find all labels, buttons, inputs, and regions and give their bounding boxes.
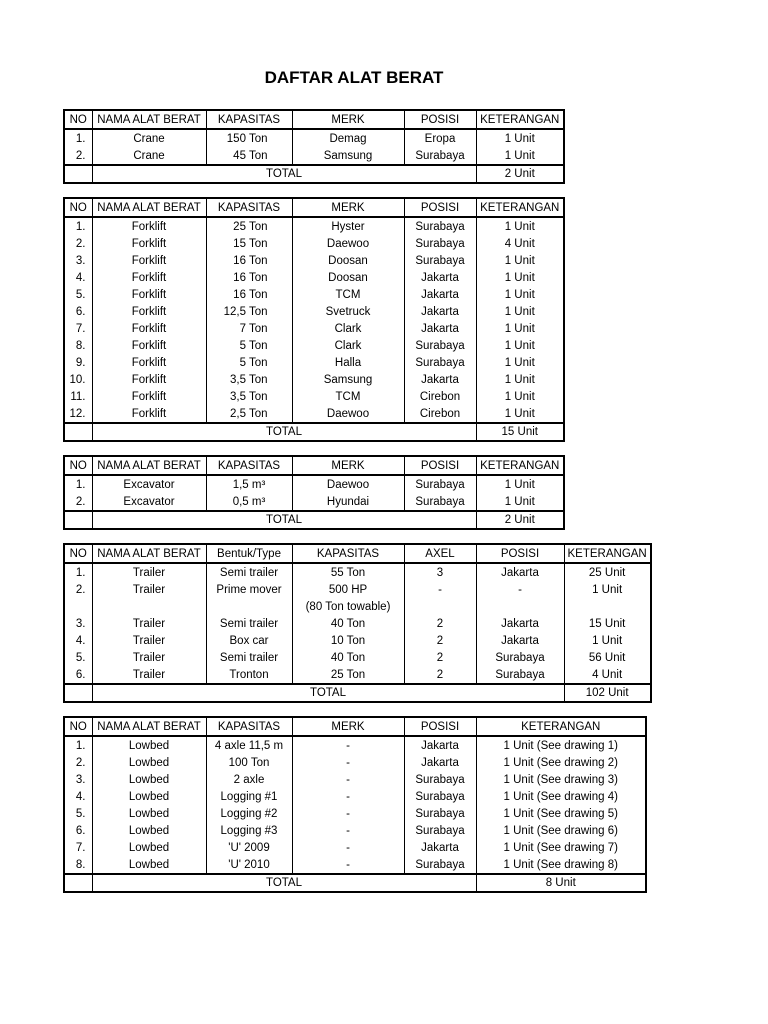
table-cell: 15 Unit: [564, 615, 651, 632]
table-cell: Trailer: [92, 649, 206, 666]
table-row: [64, 581, 651, 598]
table-row: [64, 388, 564, 405]
table-cell: Jakarta: [476, 632, 564, 649]
table-cell: -: [404, 581, 476, 598]
table-cell: [564, 598, 651, 615]
table-cell: 3.: [64, 252, 92, 269]
table-cell: Hyundai: [292, 493, 404, 511]
table-cell: 25 Unit: [564, 563, 651, 581]
table-cell: 1 Unit (See drawing 5): [476, 805, 646, 822]
table-cell: Surabaya: [476, 649, 564, 666]
table-cell: Prime mover: [206, 581, 292, 598]
table-cell: 100 Ton: [206, 754, 292, 771]
total-value: 2 Unit: [476, 165, 564, 183]
table-cell: 10.: [64, 371, 92, 388]
table-cell: 2 axle: [206, 771, 292, 788]
column-header: NAMA ALAT BERAT: [92, 110, 206, 129]
table-row: [64, 371, 564, 388]
total-empty-cell: [64, 511, 92, 529]
column-header: KAPASITAS: [292, 544, 404, 563]
trailer-table: [63, 543, 652, 703]
table-row: [64, 822, 646, 839]
column-header: POSISI: [476, 544, 564, 563]
table-cell: Excavator: [92, 493, 206, 511]
table-cell: 'U' 2010: [206, 856, 292, 874]
table-cell: Surabaya: [404, 475, 476, 493]
table-cell: 1,5 m³: [206, 475, 292, 493]
total-label: TOTAL: [92, 423, 476, 441]
table-row: [64, 856, 646, 874]
table-cell: 7.: [64, 320, 92, 337]
table-cell: 1 Unit: [476, 269, 564, 286]
column-header: NO: [64, 110, 92, 129]
table-cell: 2.: [64, 493, 92, 511]
table-cell: 56 Unit: [564, 649, 651, 666]
table-cell: 1 Unit (See drawing 3): [476, 771, 646, 788]
total-row: [64, 684, 651, 702]
table-cell: Surabaya: [404, 788, 476, 805]
table-cell: Lowbed: [92, 736, 206, 754]
table-cell: Forklift: [92, 354, 206, 371]
table-cell: 4.: [64, 269, 92, 286]
table-cell: Forklift: [92, 235, 206, 252]
table-cell: 1 Unit: [476, 475, 564, 493]
table-cell: Lowbed: [92, 771, 206, 788]
column-header: NAMA ALAT BERAT: [92, 544, 206, 563]
total-empty-cell: [64, 874, 92, 892]
table-cell: Samsung: [292, 147, 404, 165]
table-cell: -: [292, 839, 404, 856]
table-cell: 45 Ton: [206, 147, 292, 165]
table-cell: 1.: [64, 129, 92, 147]
table-cell: 5.: [64, 286, 92, 303]
total-empty-cell: [64, 684, 92, 702]
table-cell: 1 Unit: [476, 337, 564, 354]
table-cell: Forklift: [92, 217, 206, 235]
table-row: [64, 563, 651, 581]
table-cell: 4.: [64, 788, 92, 805]
table-cell: Jakarta: [404, 269, 476, 286]
table-cell: (80 Ton towable): [292, 598, 404, 615]
table-cell: Forklift: [92, 303, 206, 320]
table-cell: Trailer: [92, 615, 206, 632]
table-row: [64, 788, 646, 805]
table-cell: Cirebon: [404, 388, 476, 405]
table-cell: Surabaya: [404, 805, 476, 822]
table-cell: Jakarta: [404, 839, 476, 856]
table-cell: Surabaya: [476, 666, 564, 684]
table-cell: 55 Ton: [292, 563, 404, 581]
table-row: [64, 805, 646, 822]
excavator-table: [63, 455, 565, 530]
header-row: [64, 544, 651, 563]
table-cell: Forklift: [92, 337, 206, 354]
table-cell: Halla: [292, 354, 404, 371]
table-row: [64, 147, 564, 165]
table-cell: Jakarta: [404, 303, 476, 320]
table-cell: Lowbed: [92, 822, 206, 839]
table-cell: Cirebon: [404, 405, 476, 423]
table-cell: Jakarta: [404, 754, 476, 771]
table-cell: 15 Ton: [206, 235, 292, 252]
table-cell: 6.: [64, 303, 92, 320]
table-cell: 5.: [64, 805, 92, 822]
table-cell: 3: [404, 563, 476, 581]
table-cell: Semi trailer: [206, 615, 292, 632]
column-header: KAPASITAS: [206, 456, 292, 475]
table-cell: Jakarta: [404, 286, 476, 303]
table-cell: Demag: [292, 129, 404, 147]
table-cell: -: [292, 736, 404, 754]
table-cell: Logging #1: [206, 788, 292, 805]
table-cell: Surabaya: [404, 354, 476, 371]
table-row: [64, 235, 564, 252]
table-cell: -: [292, 822, 404, 839]
table-cell: Trailer: [92, 563, 206, 581]
table-cell: 6.: [64, 666, 92, 684]
table-cell: 16 Ton: [206, 269, 292, 286]
table-cell: Box car: [206, 632, 292, 649]
column-header: NO: [64, 456, 92, 475]
table-cell: 1.: [64, 475, 92, 493]
table-cell: Crane: [92, 129, 206, 147]
column-header: KETERANGAN: [476, 110, 564, 129]
table-row: [64, 129, 564, 147]
column-header: KETERANGAN: [564, 544, 651, 563]
table-cell: Svetruck: [292, 303, 404, 320]
table-cell: Trailer: [92, 581, 206, 598]
table-cell: 1 Unit: [564, 632, 651, 649]
header-row: [64, 198, 564, 217]
table-cell: 2: [404, 615, 476, 632]
table-cell: Surabaya: [404, 493, 476, 511]
total-value: 102 Unit: [564, 684, 651, 702]
table-cell: 16 Ton: [206, 286, 292, 303]
table-cell: [64, 598, 92, 615]
table-cell: 40 Ton: [292, 649, 404, 666]
column-header: NAMA ALAT BERAT: [92, 456, 206, 475]
table-cell: Lowbed: [92, 856, 206, 874]
table-row: [64, 736, 646, 754]
table-cell: Crane: [92, 147, 206, 165]
table-cell: 1 Unit: [476, 371, 564, 388]
table-cell: Surabaya: [404, 235, 476, 252]
table-cell: 12,5 Ton: [206, 303, 292, 320]
table-cell: -: [476, 581, 564, 598]
table-cell: Forklift: [92, 286, 206, 303]
table-cell: 150 Ton: [206, 129, 292, 147]
table-cell: 1 Unit: [476, 217, 564, 235]
table-cell: 3,5 Ton: [206, 371, 292, 388]
table-cell: 25 Ton: [292, 666, 404, 684]
table-cell: Excavator: [92, 475, 206, 493]
table-row: [64, 286, 564, 303]
table-cell: Surabaya: [404, 822, 476, 839]
table-cell: 5 Ton: [206, 354, 292, 371]
table-cell: 1 Unit: [476, 252, 564, 269]
total-row: [64, 165, 564, 183]
table-cell: 3.: [64, 615, 92, 632]
total-row: [64, 511, 564, 529]
header-row: [64, 456, 564, 475]
table-cell: 2.: [64, 581, 92, 598]
table-cell: Lowbed: [92, 754, 206, 771]
table-cell: Jakarta: [404, 736, 476, 754]
table-cell: Surabaya: [404, 771, 476, 788]
table-row: [64, 320, 564, 337]
table-row: [64, 475, 564, 493]
table-cell: Jakarta: [476, 615, 564, 632]
table-row: [64, 649, 651, 666]
table-row: [64, 269, 564, 286]
table-cell: 12.: [64, 405, 92, 423]
table-row: [64, 217, 564, 235]
table-cell: [92, 598, 206, 615]
table-cell: Samsung: [292, 371, 404, 388]
table-cell: 1 Unit (See drawing 7): [476, 839, 646, 856]
table-cell: Forklift: [92, 320, 206, 337]
table-cell: 25 Ton: [206, 217, 292, 235]
table-cell: Logging #2: [206, 805, 292, 822]
table-cell: Forklift: [92, 252, 206, 269]
table-cell: -: [292, 788, 404, 805]
table-cell: -: [292, 805, 404, 822]
table-cell: -: [292, 856, 404, 874]
table-cell: Doosan: [292, 269, 404, 286]
table-cell: 4.: [64, 632, 92, 649]
table-cell: 1 Unit: [476, 303, 564, 320]
table-cell: Eropa: [404, 129, 476, 147]
column-header: KETERANGAN: [476, 717, 646, 736]
total-empty-cell: [64, 423, 92, 441]
table-cell: 1.: [64, 217, 92, 235]
table-cell: Lowbed: [92, 788, 206, 805]
table-cell: 1 Unit: [476, 405, 564, 423]
total-value: 8 Unit: [476, 874, 646, 892]
table-cell: 1 Unit: [476, 147, 564, 165]
table-cell: [476, 598, 564, 615]
table-cell: 1 Unit: [476, 354, 564, 371]
table-cell: 1.: [64, 736, 92, 754]
table-cell: Surabaya: [404, 856, 476, 874]
column-header: KAPASITAS: [206, 110, 292, 129]
table-cell: 2.: [64, 235, 92, 252]
table-cell: 40 Ton: [292, 615, 404, 632]
column-header: POSISI: [404, 110, 476, 129]
header-row: [64, 110, 564, 129]
column-header: MERK: [292, 717, 404, 736]
header-row: [64, 717, 646, 736]
table-row: [64, 632, 651, 649]
column-header: NO: [64, 198, 92, 217]
table-cell: 1 Unit (See drawing 1): [476, 736, 646, 754]
table-cell: 'U' 2009: [206, 839, 292, 856]
table-cell: 3.: [64, 771, 92, 788]
table-cell: 1 Unit: [476, 320, 564, 337]
column-header: POSISI: [404, 717, 476, 736]
total-label: TOTAL: [92, 511, 476, 529]
table-cell: Clark: [292, 337, 404, 354]
table-cell: 8.: [64, 856, 92, 874]
column-header: MERK: [292, 456, 404, 475]
table-cell: 1 Unit: [476, 493, 564, 511]
forklift-table: [63, 197, 565, 442]
table-cell: 2: [404, 649, 476, 666]
column-header: NO: [64, 544, 92, 563]
table-cell: Doosan: [292, 252, 404, 269]
table-cell: 1 Unit (See drawing 8): [476, 856, 646, 874]
total-row: [64, 874, 646, 892]
table-cell: 10 Ton: [292, 632, 404, 649]
table-row: [64, 337, 564, 354]
table-cell: 3,5 Ton: [206, 388, 292, 405]
column-header: KETERANGAN: [476, 456, 564, 475]
table-cell: Surabaya: [404, 147, 476, 165]
table-cell: 2: [404, 666, 476, 684]
total-row: [64, 423, 564, 441]
column-header: NAMA ALAT BERAT: [92, 717, 206, 736]
table-cell: 1 Unit: [476, 388, 564, 405]
column-header: POSISI: [404, 456, 476, 475]
table-cell: Forklift: [92, 371, 206, 388]
table-row: [64, 839, 646, 856]
table-cell: Lowbed: [92, 839, 206, 856]
table-cell: Lowbed: [92, 805, 206, 822]
lowbed-table: [63, 716, 647, 893]
table-cell: -: [292, 771, 404, 788]
table-cell: 2.: [64, 754, 92, 771]
table-cell: 5 Ton: [206, 337, 292, 354]
table-cell: Clark: [292, 320, 404, 337]
table-cell: 2,5 Ton: [206, 405, 292, 423]
document-title: DAFTAR ALAT BERAT: [264, 68, 444, 87]
total-empty-cell: [64, 165, 92, 183]
table-cell: Tronton: [206, 666, 292, 684]
table-cell: 6.: [64, 822, 92, 839]
table-cell: Jakarta: [404, 320, 476, 337]
table-cell: Forklift: [92, 405, 206, 423]
table-cell: 4 axle 11,5 m: [206, 736, 292, 754]
table-cell: 1 Unit: [476, 129, 564, 147]
table-cell: Hyster: [292, 217, 404, 235]
table-row: [64, 303, 564, 320]
table-cell: Daewoo: [292, 235, 404, 252]
column-header: MERK: [292, 198, 404, 217]
table-cell: 7.: [64, 839, 92, 856]
table-cell: 1 Unit (See drawing 6): [476, 822, 646, 839]
table-row: [64, 754, 646, 771]
table-row: [64, 405, 564, 423]
table-cell: 8.: [64, 337, 92, 354]
total-label: TOTAL: [92, 874, 476, 892]
total-value: 2 Unit: [476, 511, 564, 529]
column-header: Bentuk/Type: [206, 544, 292, 563]
table-cell: 500 HP: [292, 581, 404, 598]
column-header: POSISI: [404, 198, 476, 217]
table-cell: Surabaya: [404, 217, 476, 235]
total-label: TOTAL: [92, 684, 564, 702]
table-cell: Surabaya: [404, 337, 476, 354]
table-cell: 2: [404, 632, 476, 649]
table-cell: 1 Unit (See drawing 2): [476, 754, 646, 771]
table-row: [64, 354, 564, 371]
table-cell: 9.: [64, 354, 92, 371]
table-cell: Semi trailer: [206, 563, 292, 581]
table-cell: 1 Unit (See drawing 4): [476, 788, 646, 805]
table-cell: Jakarta: [404, 371, 476, 388]
table-cell: Surabaya: [404, 252, 476, 269]
table-row: [64, 615, 651, 632]
table-cell: 7 Ton: [206, 320, 292, 337]
table-cell: 5.: [64, 649, 92, 666]
total-label: TOTAL: [92, 165, 476, 183]
table-cell: 16 Ton: [206, 252, 292, 269]
table-cell: 2.: [64, 147, 92, 165]
table-cell: TCM: [292, 388, 404, 405]
table-cell: -: [292, 754, 404, 771]
column-header: MERK: [292, 110, 404, 129]
total-value: 15 Unit: [476, 423, 564, 441]
table-row: [64, 771, 646, 788]
table-cell: Jakarta: [476, 563, 564, 581]
column-header: NO: [64, 717, 92, 736]
column-header: NAMA ALAT BERAT: [92, 198, 206, 217]
table-cell: 0,5 m³: [206, 493, 292, 511]
table-row: [64, 598, 651, 615]
column-header: KAPASITAS: [206, 198, 292, 217]
table-cell: Forklift: [92, 269, 206, 286]
table-cell: Logging #3: [206, 822, 292, 839]
table-cell: 1.: [64, 563, 92, 581]
table-row: [64, 252, 564, 269]
table-row: [64, 666, 651, 684]
table-cell: [404, 598, 476, 615]
table-cell: TCM: [292, 286, 404, 303]
table-cell: 11.: [64, 388, 92, 405]
table-cell: Daewoo: [292, 405, 404, 423]
table-cell: Daewoo: [292, 475, 404, 493]
column-header: KETERANGAN: [476, 198, 564, 217]
table-cell: 1 Unit: [564, 581, 651, 598]
table-row: [64, 493, 564, 511]
table-cell: 4 Unit: [476, 235, 564, 252]
table-cell: 4 Unit: [564, 666, 651, 684]
column-header: AXEL: [404, 544, 476, 563]
table-cell: 1 Unit: [476, 286, 564, 303]
table-cell: Trailer: [92, 666, 206, 684]
table-cell: Semi trailer: [206, 649, 292, 666]
table-cell: Forklift: [92, 388, 206, 405]
table-cell: Trailer: [92, 632, 206, 649]
column-header: KAPASITAS: [206, 717, 292, 736]
crane-table: [63, 109, 565, 184]
table-cell: [206, 598, 292, 615]
